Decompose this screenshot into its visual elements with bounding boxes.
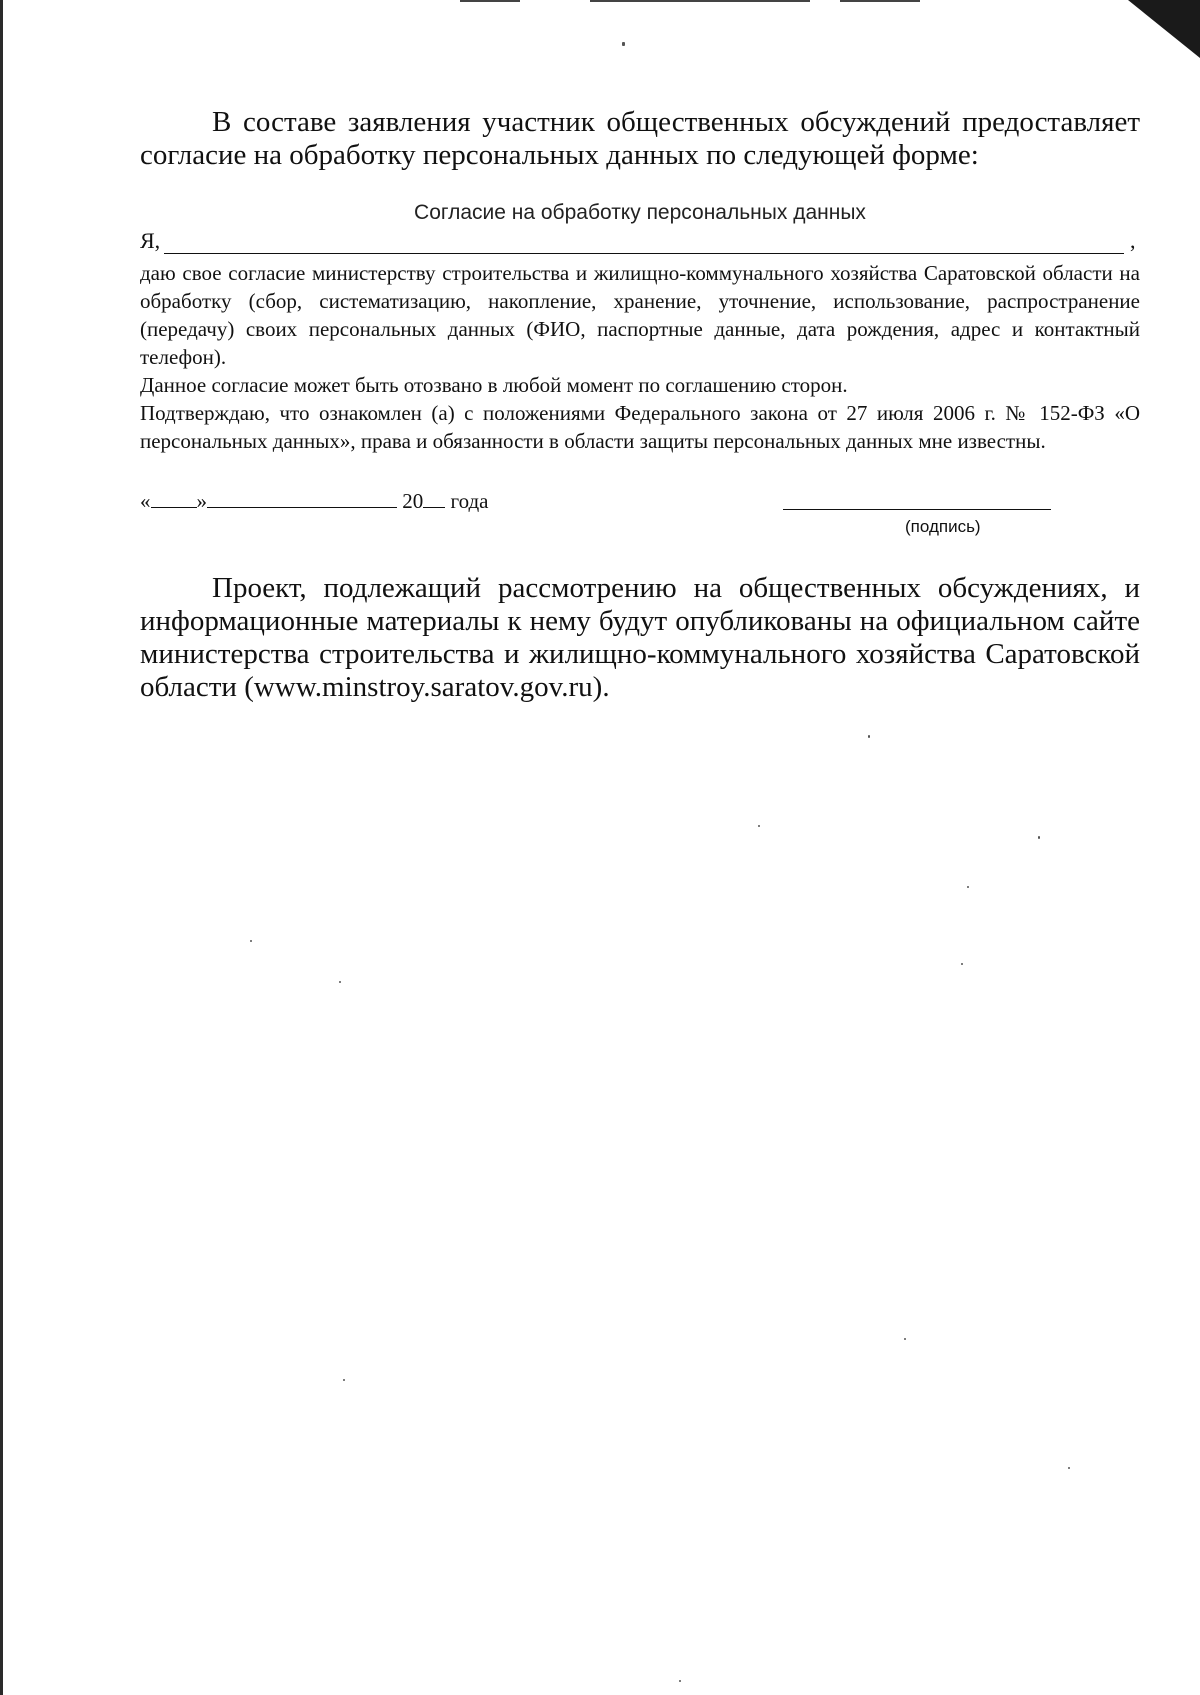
date-line xyxy=(140,488,489,514)
scan-speck xyxy=(967,886,969,888)
month-blank xyxy=(207,489,397,508)
consent-paragraph: даю свое согласие министерству строительства и жилищно-коммунального хозяйства Саратовской области на обработку (сбор, систематизацию, накопление, хранение, уточнение, использование, распространение (передачу) своих персональных данных (ФИО, паспортные данные, дата рождения, адрес и контактный телефон). xyxy=(140,261,1140,369)
fio-blank-line xyxy=(164,253,1124,254)
year-blank xyxy=(423,489,445,508)
scan-speck xyxy=(250,940,252,942)
day-blank xyxy=(151,489,197,508)
scan-speck xyxy=(679,1680,681,1682)
consent-title: Согласие на обработку персональных данных xyxy=(414,201,866,224)
consent-paragraph: Подтверждаю, что ознакомлен (а) с положениями Федерального закона от 27 июля 2006 г. № 152-ФЗ «О персональных данных», права и обязанности в области защиты персональных данных мне известны. xyxy=(140,401,1140,453)
scan-top-marks xyxy=(460,0,1020,3)
signature-caption: (подпись) xyxy=(905,517,981,536)
scan-speck xyxy=(339,981,341,983)
signature-line xyxy=(783,509,1051,510)
fio-line xyxy=(140,229,1140,253)
consent-paragraph: Данное согласие может быть отозвано в любой момент по соглашению сторон. xyxy=(140,373,848,397)
date-open-quote: « xyxy=(140,489,151,513)
consent-body xyxy=(140,259,1140,455)
fio-suffix: , xyxy=(1130,228,1136,253)
scan-speck xyxy=(904,1338,906,1340)
scan-speck xyxy=(868,735,870,738)
scan-speck xyxy=(1038,836,1040,839)
scan-left-edge xyxy=(0,0,3,1695)
scan-speck xyxy=(758,825,760,827)
fio-prefix: Я, xyxy=(140,228,161,253)
scan-speck xyxy=(961,963,963,965)
scan-speck xyxy=(1068,1467,1070,1469)
date-close-quote: » xyxy=(196,489,207,513)
scan-speck xyxy=(343,1379,345,1381)
intro-paragraph: В составе заявления участник общественных обсуждений предоставляет согласие на обработку персональных данных по следующей форме: xyxy=(140,106,1140,171)
year-prefix: 20 xyxy=(402,489,424,513)
project-paragraph: Проект, подлежащий рассмотрению на общественных обсуждениях, и информационные материалы к нему будут опубликованы на официальном сайте министерства строительства и жилищно-коммунального хозяйства Саратовской области (www.minstroy.saratov.gov.ru). xyxy=(140,572,1140,703)
scan-speck xyxy=(622,42,625,46)
scan-corner-fold xyxy=(1128,0,1200,58)
year-suffix: года xyxy=(450,489,489,513)
